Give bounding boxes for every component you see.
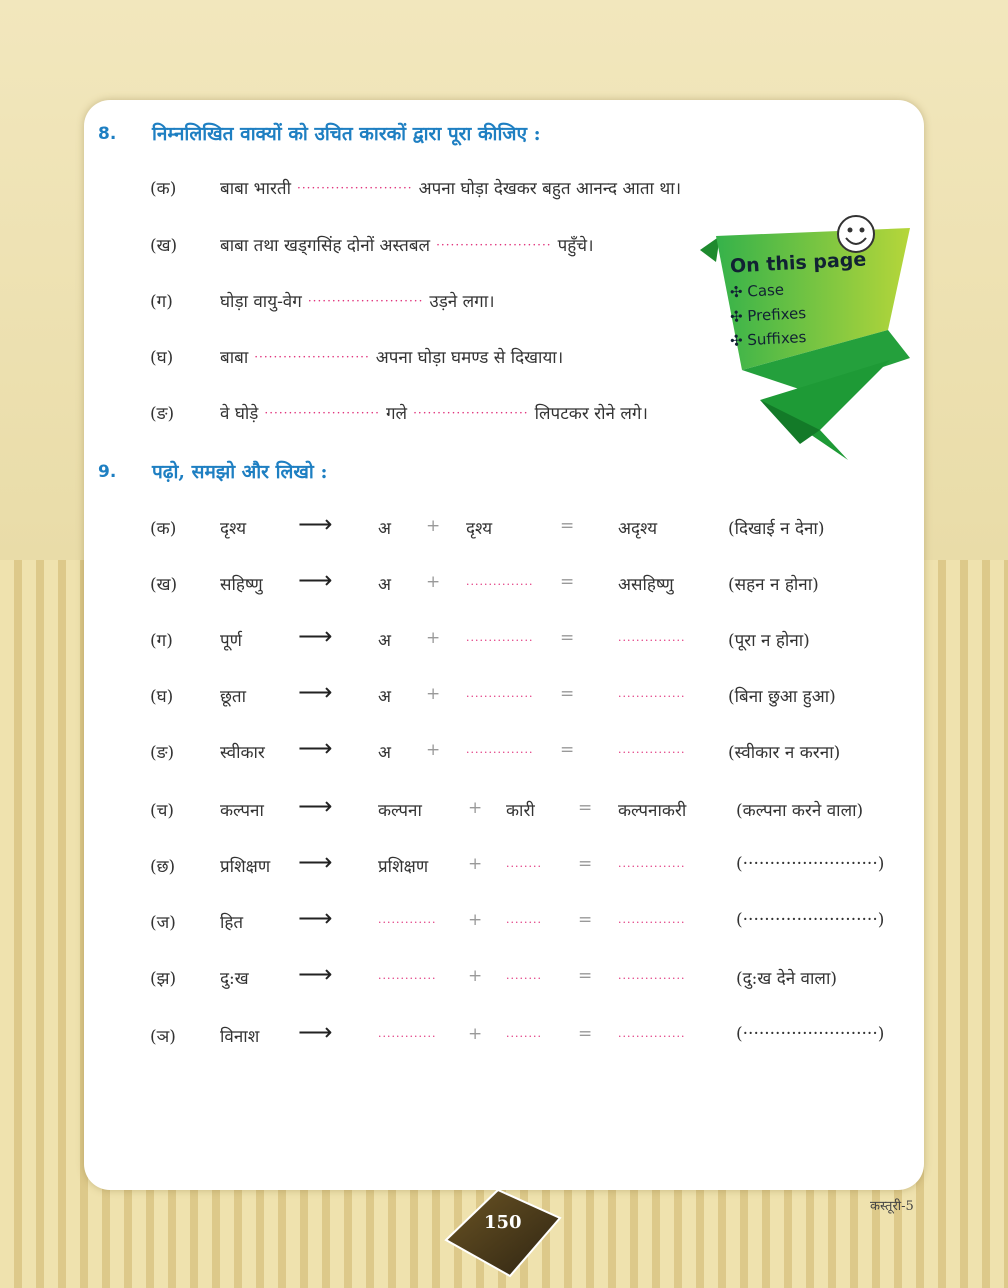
q9-base: ········	[506, 860, 542, 873]
q9-meaning: (बिना छुआ हुआ)	[728, 687, 836, 707]
q9-result: ···············	[618, 690, 686, 703]
q9-base: कारी	[506, 801, 535, 821]
q9-word: पूर्ण	[220, 631, 242, 651]
q9-prefix: अ	[378, 519, 391, 539]
q9-label: (झ)	[150, 969, 177, 989]
q9-word: दृश्य	[220, 519, 247, 539]
q9-label: (च)	[150, 801, 175, 821]
question-9-number: 9.	[98, 462, 117, 482]
q9-arrow: ⟶	[298, 734, 333, 762]
q9-plus: +	[468, 1024, 483, 1044]
q9-plus: +	[426, 684, 441, 704]
banner-item-prefixes: ✣ Prefixes	[729, 304, 807, 326]
q9-arrow: ⟶	[298, 1018, 333, 1046]
q9-base: ···············	[466, 690, 534, 703]
q9-equals: =	[578, 1024, 593, 1044]
q9-result: ···············	[618, 860, 686, 873]
q9-arrow: ⟶	[298, 510, 333, 538]
q9-equals: =	[578, 798, 593, 818]
q9-equals: =	[578, 910, 593, 930]
question-8-number: 8.	[98, 124, 117, 144]
q9-word: स्वीकार	[220, 743, 265, 763]
q9-prefix: अ	[378, 631, 391, 651]
q9-equals: =	[560, 684, 575, 704]
q9-result: ···············	[618, 972, 686, 985]
blank: ························	[297, 181, 413, 195]
q9-base: ········	[506, 972, 542, 985]
q9-arrow: ⟶	[298, 566, 333, 594]
q9-plus: +	[468, 966, 483, 986]
q9-plus: +	[426, 572, 441, 592]
q9-arrow: ⟶	[298, 792, 333, 820]
q9-plus: +	[468, 910, 483, 930]
q9-base: ···············	[466, 578, 534, 591]
q9-base: ···············	[466, 634, 534, 647]
q9-base: ········	[506, 916, 542, 929]
q9-word: दु:ख	[220, 969, 249, 989]
banner-item-case: ✣ Case	[729, 280, 785, 302]
q9-result: ···············	[618, 916, 686, 929]
q9-word: छूता	[220, 687, 247, 707]
q9-base: ···············	[466, 746, 534, 759]
q9-equals: =	[560, 572, 575, 592]
blank: ························	[254, 350, 370, 364]
blank: ························	[264, 406, 380, 420]
q9-arrow: ⟶	[298, 622, 333, 650]
q9-label: (ङ)	[150, 743, 175, 763]
q9-result: ···············	[618, 634, 686, 647]
q9-plus: +	[426, 516, 441, 536]
q9-base: ········	[506, 1030, 542, 1043]
q9-prefix: अ	[378, 743, 391, 763]
q9-word: कल्पना	[220, 801, 264, 821]
blank: ························	[413, 406, 529, 420]
q8-line-1: (क) बाबा भारती ························ अपना घोड़ा देखकर बहुत आनन्द आता था।	[150, 179, 682, 199]
q9-arrow: ⟶	[298, 848, 333, 876]
q9-label: (ञ)	[150, 1027, 176, 1047]
q9-plus: +	[468, 798, 483, 818]
q9-meaning: (कल्पना करने वाला)	[736, 801, 864, 821]
q9-prefix: ·············	[378, 1030, 437, 1043]
q9-word: प्रशिक्षण	[220, 857, 271, 877]
q9-result: कल्पनाकरी	[618, 801, 687, 821]
blank: ························	[307, 294, 424, 308]
q9-word: हित	[220, 913, 244, 933]
q9-equals: =	[560, 516, 575, 536]
q9-label: (ज)	[150, 913, 176, 933]
q9-label: (घ)	[150, 687, 174, 707]
q9-equals: =	[560, 628, 575, 648]
q9-plus: +	[426, 740, 441, 760]
q9-result: असहिष्णु	[618, 575, 674, 595]
q9-prefix: अ	[378, 687, 391, 707]
q9-meaning: (स्वीकार न करना)	[728, 743, 841, 763]
q9-plus: +	[468, 854, 483, 874]
q9-meaning: (·························)	[736, 910, 885, 930]
q9-equals: =	[578, 966, 593, 986]
q9-arrow: ⟶	[298, 960, 333, 988]
q9-result: ···············	[618, 746, 686, 759]
q9-label: (छ)	[150, 857, 176, 877]
q9-result: ···············	[618, 1030, 686, 1043]
question-9-title: पढ़ो, समझो और लिखो :	[152, 461, 328, 483]
q9-meaning: (·························)	[736, 854, 885, 874]
blank: ························	[436, 238, 552, 252]
q9-word: सहिष्णु	[220, 575, 263, 595]
q9-meaning: (दिखाई न देना)	[728, 519, 825, 539]
q9-meaning: (·························)	[736, 1024, 885, 1044]
q9-label: (ग)	[150, 631, 173, 651]
q9-prefix: ·············	[378, 972, 437, 985]
q9-equals: =	[560, 740, 575, 760]
q9-label: (क)	[150, 519, 177, 539]
q9-meaning: (सहन न होना)	[728, 575, 819, 595]
q9-prefix: प्रशिक्षण	[378, 857, 429, 877]
q9-arrow: ⟶	[298, 904, 333, 932]
q9-meaning: (दु:ख देने वाला)	[736, 969, 837, 989]
banner-title: On this page	[729, 248, 867, 278]
q8-line-5: (ङ) वे घोड़े ························ गले ························ लिपटकर रोने लगे।	[150, 404, 648, 424]
question-8-title: निम्नलिखित वाक्यों को उचित कारकों द्वारा पूरा कीजिए :	[152, 123, 541, 145]
q9-arrow: ⟶	[298, 678, 333, 706]
book-name: कस्तूरी-5	[870, 1199, 914, 1214]
banner-item-suffixes: ✣ Suffixes	[729, 328, 807, 350]
q9-prefix: अ	[378, 575, 391, 595]
q9-equals: =	[578, 854, 593, 874]
page-number: 150	[484, 1212, 522, 1233]
q9-plus: +	[426, 628, 441, 648]
q9-word: विनाश	[220, 1027, 260, 1047]
q9-meaning: (पूरा न होना)	[728, 631, 810, 651]
q8-line-4: (घ) बाबा ························ अपना घोड़ा घमण्ड से दिखाया।	[150, 348, 564, 368]
q9-prefix: कल्पना	[378, 801, 422, 821]
q8-line-2: (ख) बाबा तथा खड्गसिंह दोनों अस्तबल ························ पहुँचे।	[150, 236, 594, 256]
q9-result: अदृश्य	[618, 519, 658, 539]
q9-prefix: ·············	[378, 916, 437, 929]
q9-label: (ख)	[150, 575, 178, 595]
q9-base: दृश्य	[466, 519, 493, 539]
q8-line-3: (ग) घोड़ा वायु-वेग ························ उड़ने लगा।	[150, 292, 495, 312]
